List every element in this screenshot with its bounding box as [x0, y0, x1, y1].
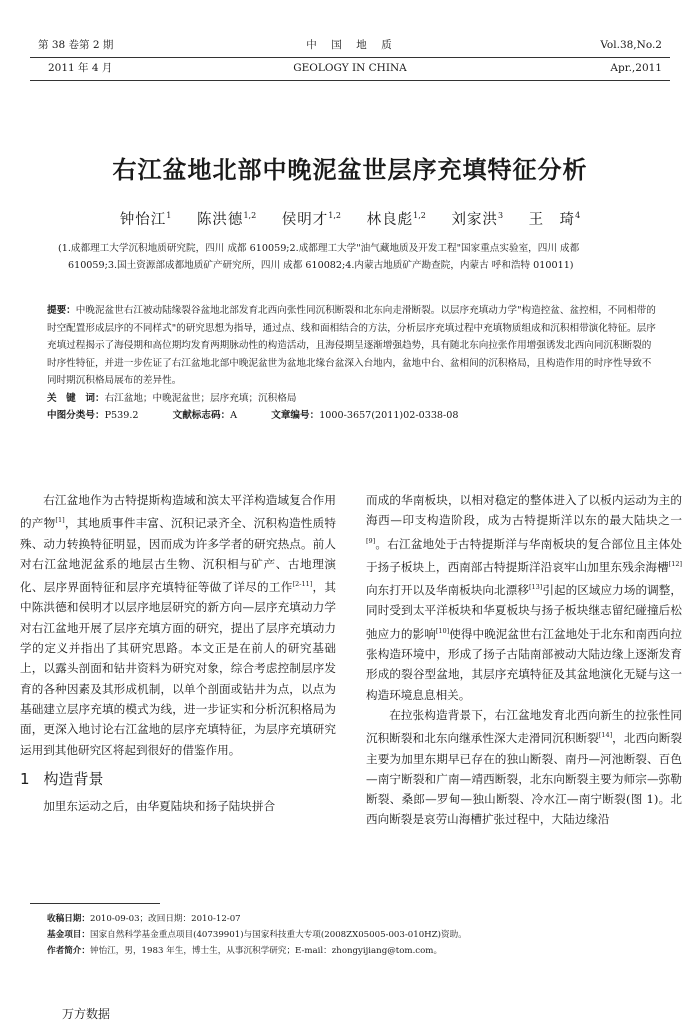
- header-date-cn: 2011 年 4 月: [48, 62, 113, 74]
- keywords-text: 右江盆地；中晚泥盆世；层序充填；沉积格局: [104, 392, 297, 404]
- header-volume-issue-en: Vol.38,No.2: [600, 39, 662, 51]
- body-paragraph: 加里东运动之后，由华夏陆块和扬子陆块拼合: [43, 798, 276, 813]
- wanfang-watermark: 万方数据: [62, 1007, 111, 1021]
- header-date-en: Apr.,2011: [610, 62, 662, 74]
- affiliation-line: (1.成都理工大学沉积地质研究院，四川 成都 610059;2.成都理工大学"油气藏地质及开发工程"国家重点实验室，四川 成都: [58, 243, 580, 254]
- section-number: 1: [20, 769, 30, 788]
- abstract-block: [47, 302, 657, 425]
- header-volume-issue-cn: 第 38 卷第 2 期: [38, 39, 114, 51]
- footnotes: [47, 911, 667, 959]
- author: 刘家洪$^3$: [451, 211, 504, 228]
- header-journal-cn: 中 国 地 质: [306, 39, 394, 51]
- clc-label: 中图分类号：: [47, 410, 105, 421]
- citation: [13]: [528, 583, 543, 592]
- article-no-label: 文章编号：: [271, 410, 320, 421]
- citation: [2-11]: [292, 580, 313, 589]
- citation: [9]: [366, 536, 376, 545]
- body-left-column: [20, 490, 336, 816]
- body-paragraph: 在拉张构造背景下，右江盆地发育北西向新生的拉张性同沉积断裂和北东向继承性深大走滑同沉积断裂[14]，北西向断裂主要为加里东期早已存在的独山断裂、南丹—河池断裂、百色—南宁断裂和广南—靖西断裂，北东向断裂主要为师宗—弥勒断裂、桑郎—罗甸—独山断裂、冷水江—南宁断裂(图 1)。北西向断裂是哀劳山海槽扩张过程中，大陆边缘沿: [366, 707, 682, 827]
- abstract: [47, 302, 657, 390]
- footnote-funding: 基金项目：国家自然科学基金重点项目(40739901)与国家科技重大专项(2008ZX05005-003-010HZ)资助。: [47, 930, 467, 940]
- paper-title: 右江盆地北部中晚泥盆世层序充填特征分析: [112, 156, 588, 184]
- author-list: [0, 208, 700, 229]
- header-journal-en: GEOLOGY IN CHINA: [293, 62, 407, 74]
- citation: [14]: [598, 731, 613, 740]
- author: 王 琦$^4$: [528, 211, 581, 228]
- citation: [12]: [668, 559, 682, 568]
- author: 侯明才$^{1,2}$: [281, 211, 342, 228]
- section-heading: [20, 768, 336, 790]
- doc-code-label: 文献标志码：: [172, 410, 231, 421]
- affiliation-line: 610059;3.国土资源部成都地质矿产研究所，四川 成都 610082;4.内蒙古地质矿产勘查院，内蒙古 呼和浩特 010011): [68, 260, 574, 271]
- keywords: [47, 390, 657, 408]
- author: 林良彪$^{1,2}$: [366, 211, 426, 228]
- keywords-label: 关 键 词：: [47, 392, 105, 404]
- footnote-author: 作者简介：钟怡江，男，1983 年生，博士生，从事沉积学研究；E-mail：zhongyijiang@tom.com。: [47, 946, 443, 956]
- footnote-dates: 收稿日期：2010-09-03；改回日期：2010-12-07: [47, 914, 241, 924]
- abstract-text: 中晚泥盆世右江被动陆缘裂谷盆地北部发育北西向张性同沉积断裂和北东向走滑断裂。以层序充填动力学"构造控盆、盆控相，不同相带的时空配置形成层序的不同样式"的研究思想为指导，通过点、线和面相结合的方法，分析层序充填过程中充填物质组成和沉积相带演化特征。层序充填过程揭示了海侵期和高位期均发育两期脉动性的构造活动，且海侵期呈逐渐增强趋势，具有随北东向拉张作用增强诱发北西向同沉积断裂的时序性特征，并进一步佐证了右江盆地北部中晚泥盆世为盆地北缘台盆深入台地内，盆地中台、盆相间的沉积格局，且构造作用的时序性导致不同时期沉积格局展布的差异性。: [47, 305, 656, 386]
- doc-code-value: A: [230, 410, 238, 421]
- citation: [1]: [55, 516, 65, 525]
- body-paragraph: 而成的华南板块，以相对稳定的整体进入了以板内运动为主的海西—印支构造阶段，成为古特提斯洋以东的最大陆块之一[9]。右江盆地处于古特提斯洋与华南板块的复合部位且主体处于扬子板块上，西南部古特提斯洋沿哀牢山加里东残余海槽[12]向东打开以及华南板块向北漂移[13]引起的区域应力场的调整，同时受到太平洋板块和华夏板块与扬子板块继志留纪碰撞后松弛应力的影响[10]使得中晚泥盆世右江盆地处于北东和南西向拉张构造环境中，形成了扬子古陆南部被动大陆边缘上逐渐发育形成的裂谷型盆地，其层序充填特征及其盆地演化无疑与这一构造环境息息相关。: [366, 493, 682, 702]
- header-rule-bottom: [30, 80, 670, 81]
- footnote-rule: [30, 903, 160, 904]
- classification-line: [47, 407, 657, 425]
- section-title: 构造背景: [43, 769, 104, 788]
- abstract-label: 提要：: [47, 305, 76, 316]
- affiliations: [58, 240, 650, 274]
- body-paragraph: 右江盆地作为古特提斯构造域和滨太平洋构造域复合作用的产物[1]，其地质事件丰富、沉积记录齐全、沉积构造性质特殊、动力转换特征明显，因而成为许多学者的研究热点。前人对右江盆地泥盆系的地层古生物、沉积相与矿产、古地理演化、层序界面特征和层序充填特征等做了详尽的工作[2-11]，其中陈洪德和侯明才以层序地层研究的新方向—层序充填动力学对右江盆地开展了层序充填方面的研究，提出了层序充填动力学的定义并指出了其研究思路。本文正是在前人的研究基础上，以露头剖面和钻井资料为研究对象，综合考虑控制层序发育的各种因素及其形成机制，以单个剖面或钻井为点，以点为基础建立层序充填的模式为线，进一步证实和分析沉积格局为面，更深入地讨论右江盆地的层序充填特征，为层序充填研究运用到其他研究区将起到很好的借鉴作用。: [20, 493, 336, 757]
- clc-value: P539.2: [104, 410, 139, 421]
- article-no-value: 1000-3657(2011)02-0338-08: [319, 410, 459, 421]
- citation: [10]: [435, 626, 450, 635]
- body-right-column: [366, 490, 682, 830]
- author: 陈洪德$^{1,2}$: [196, 211, 257, 228]
- author: 钟怡江$^1$: [119, 211, 172, 228]
- header-rule-top: [30, 57, 670, 58]
